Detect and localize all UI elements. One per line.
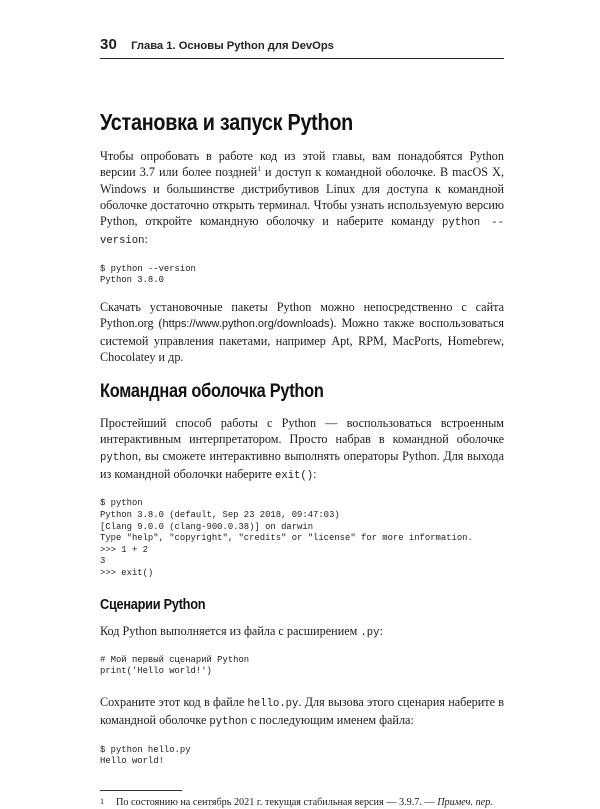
inline-code: exit() — [274, 470, 314, 483]
paragraph-install-intro: Чтобы опробовать в работе код из этой главы, вам понадобятся Python версии 3.7 или более поздней$^1$ и доступ к командной оболочке. В macOS X, Windows и большинстве дистрибутивов Linux для доступа к командной оболочке достаточно открыть терминал. Чтобы узнать используемую версию Python, откройте командную оболочку и наберите команду python --version: — [100, 149, 504, 248]
download-url: https://www.python.org/downloads — [162, 318, 330, 331]
paragraph-install-download: Скачать установочные пакеты Python можно непосредственно с сайта Python.org (https://www.python.org/downloads). Можно также воспользоваться системой управления пакетами, например Apt, RPM, MacPorts, Homebrew, Chocolatey и др. — [100, 299, 505, 364]
book-page — [100, 36, 504, 809]
page-number: 30 — [100, 36, 118, 53]
footnote-mark: 1 — [100, 796, 104, 806]
code-block-run: $ python hello.py Hello world! — [100, 744, 191, 767]
section-heading-shell: Командная оболочка Python — [100, 381, 324, 403]
inline-code: python — [100, 451, 139, 464]
code-block-script: # Мой первый сценарий Python print('Hello world!') — [100, 654, 250, 677]
running-header — [100, 36, 504, 59]
code-block-version: $ python --version Python 3.8.0 — [100, 263, 196, 286]
chapter-title: Глава 1. Основы Python для DevOps — [131, 40, 334, 52]
inline-code: python — [209, 716, 248, 729]
inline-code: python --version — [100, 217, 504, 248]
footnote-reference: 1 — [257, 164, 261, 174]
code-block-interpreter: $ python Python 3.8.0 (default, Sep 23 2018, 09:47:03) [Clang 9.0.0 (clang-900.0.38)] on darwin Type "help", "copyright", "credits" or "license" for more information. >>> 1 + 2 3 >>> exit() — [100, 498, 473, 578]
paragraph-scripts-intro: Код Python выполняется из файла с расширением .py: — [100, 623, 383, 639]
footnote — [100, 796, 504, 809]
section-heading-scripts: Сценарии Python — [100, 596, 206, 613]
paragraph-scripts-run: Сохраните этот код в файле hello.py. Для вызова этого сценария наберите в командной оболочке python с последующим именем файла: — [100, 694, 504, 729]
footnote-divider — [100, 790, 182, 791]
paragraph-shell-intro: Простейший способ работы с Python — воспользоваться встроенным интерактивным интерпретатором. Просто набрав в командной оболочке python, вы сможете интерактивно выполнять операторы Python. Для выхода из командной оболочки наберите exit(): — [100, 416, 504, 483]
translator-note: Примеч. пер. — [437, 796, 493, 808]
inline-code: hello.py — [247, 697, 299, 710]
footnote-text: По состоянию на сентябрь 2021 г. текущая стабильная версия — 3.9.7. — Примеч. пер. — [116, 796, 493, 808]
section-heading-install: Установка и запуск Python — [100, 109, 354, 135]
inline-code: .py — [360, 626, 380, 639]
